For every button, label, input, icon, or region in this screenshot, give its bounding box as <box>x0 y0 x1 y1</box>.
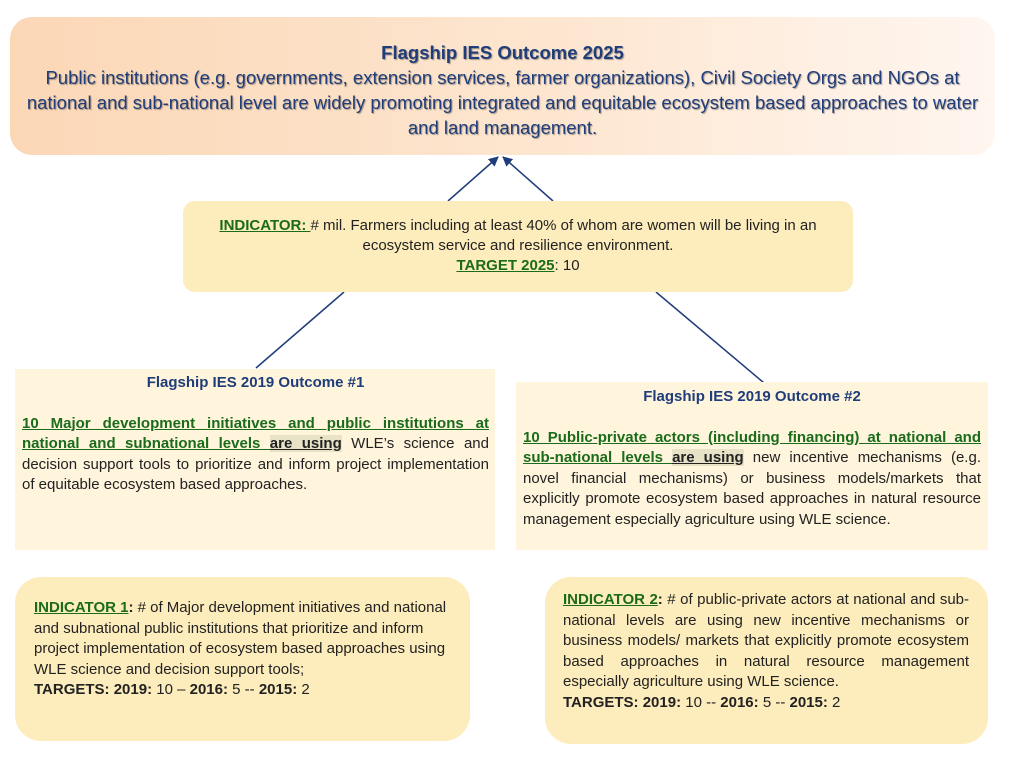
indicator-2-label-2015: 2015: <box>789 693 833 711</box>
outcome-1-highlight: are using <box>269 435 342 452</box>
outcome-1-rest: WLE’s science and decision support tools to prioritize and inform project implementation of equitable ecosystem based approaches. <box>22 435 489 493</box>
main-target-label: TARGET 2025 <box>456 257 555 274</box>
indicator-1-box <box>15 577 470 741</box>
outcome-2-text <box>523 428 981 531</box>
connector-outcome1-to-main <box>256 292 344 368</box>
indicator-2-targets-label: TARGETS: 2019: <box>563 693 686 711</box>
outcome-1-underlined: 10 Major development initiatives and public institutions at national and subnational levels <box>22 414 489 452</box>
outcome-1-text <box>22 414 489 496</box>
main-indicator-text: # mil. Farmers including at least 40% of whom are women will be living in an ecosystem service and resilience environment. <box>310 217 817 254</box>
indicator-2-label-2016: 2016: <box>720 693 763 711</box>
indicator-1-text-block <box>34 598 450 680</box>
main-indicator-box <box>183 201 853 292</box>
flagship-outcome-2025-box <box>10 17 995 155</box>
connector-outcome2-to-main <box>656 292 770 388</box>
indicator-1-target-2015: 2 <box>301 681 310 698</box>
flagship-outcome-description: Public institutions (e.g. governments, extension services, farmer organizations), Civil Society Orgs and NGOs at national and sub-national level are widely promoting integrated and equitable ecosystem based approaches to water and land management. <box>26 67 979 138</box>
outcome-2-rest: new incentive mechanisms (e.g. novel financial mechanisms) or business models/markets that explicitly promote ecosystem based approaches in natural resource management especially agriculture using WLE science. <box>523 449 981 528</box>
indicator-2-target-2019: 10 -- <box>685 693 721 711</box>
main-target-value: : 10 <box>554 257 580 274</box>
main-indicator-text-line <box>197 216 839 256</box>
indicator-1-target-2016: 5 -- <box>232 681 259 698</box>
outcome-2-title: Flagship IES 2019 Outcome #2 <box>643 388 861 405</box>
outcome-1-box <box>15 369 495 550</box>
indicator-1-text: # of Major development initiatives and national and subnational public institutions that prioritize and inform project implementation of ecosystem based approaches using WLE science and decision support tools; <box>34 599 447 678</box>
indicator-2-target-2015: 2 <box>832 693 841 711</box>
flagship-outcome-title: Flagship IES Outcome 2025 <box>381 42 624 63</box>
indicator-2-label: INDICATOR 2 <box>563 591 658 608</box>
indicator-2-targets <box>563 693 969 714</box>
indicator-1-target-2019: 10 – <box>156 681 190 698</box>
outcome-2-box <box>516 382 988 550</box>
arrow-main-to-top-left <box>448 157 498 201</box>
indicator-1-targets-label: TARGETS: 2019: <box>34 681 157 698</box>
main-indicator-target-line <box>197 256 839 276</box>
indicator-1-label-2016: 2016: <box>189 681 233 698</box>
indicator-1-colon: : <box>128 599 138 616</box>
indicator-2-target-2016: 5 -- <box>762 693 790 711</box>
arrow-main-to-top-right <box>503 157 553 201</box>
outcome-2-underlined: 10 Public-private actors (including financing) at national and sub-national levels <box>523 428 981 466</box>
outcome-2-highlight: are using <box>672 449 744 466</box>
indicator-2-colon: : <box>657 591 668 608</box>
indicator-2-box <box>545 577 988 744</box>
main-indicator-label: INDICATOR: <box>219 217 311 234</box>
indicator-1-label: INDICATOR 1 <box>34 599 129 616</box>
outcome-1-title: Flagship IES 2019 Outcome #1 <box>146 374 365 391</box>
indicator-1-targets <box>34 680 450 701</box>
indicator-1-label-2015: 2015: <box>258 681 302 698</box>
indicator-2-text-block <box>563 590 969 693</box>
indicator-2-text: # of public-private actors at national and sub-national levels are using new incentive mechanisms or business models/ markets that explicitly promote ecosystem based approaches in natural resource management especially agriculture using WLE science. <box>563 591 969 690</box>
